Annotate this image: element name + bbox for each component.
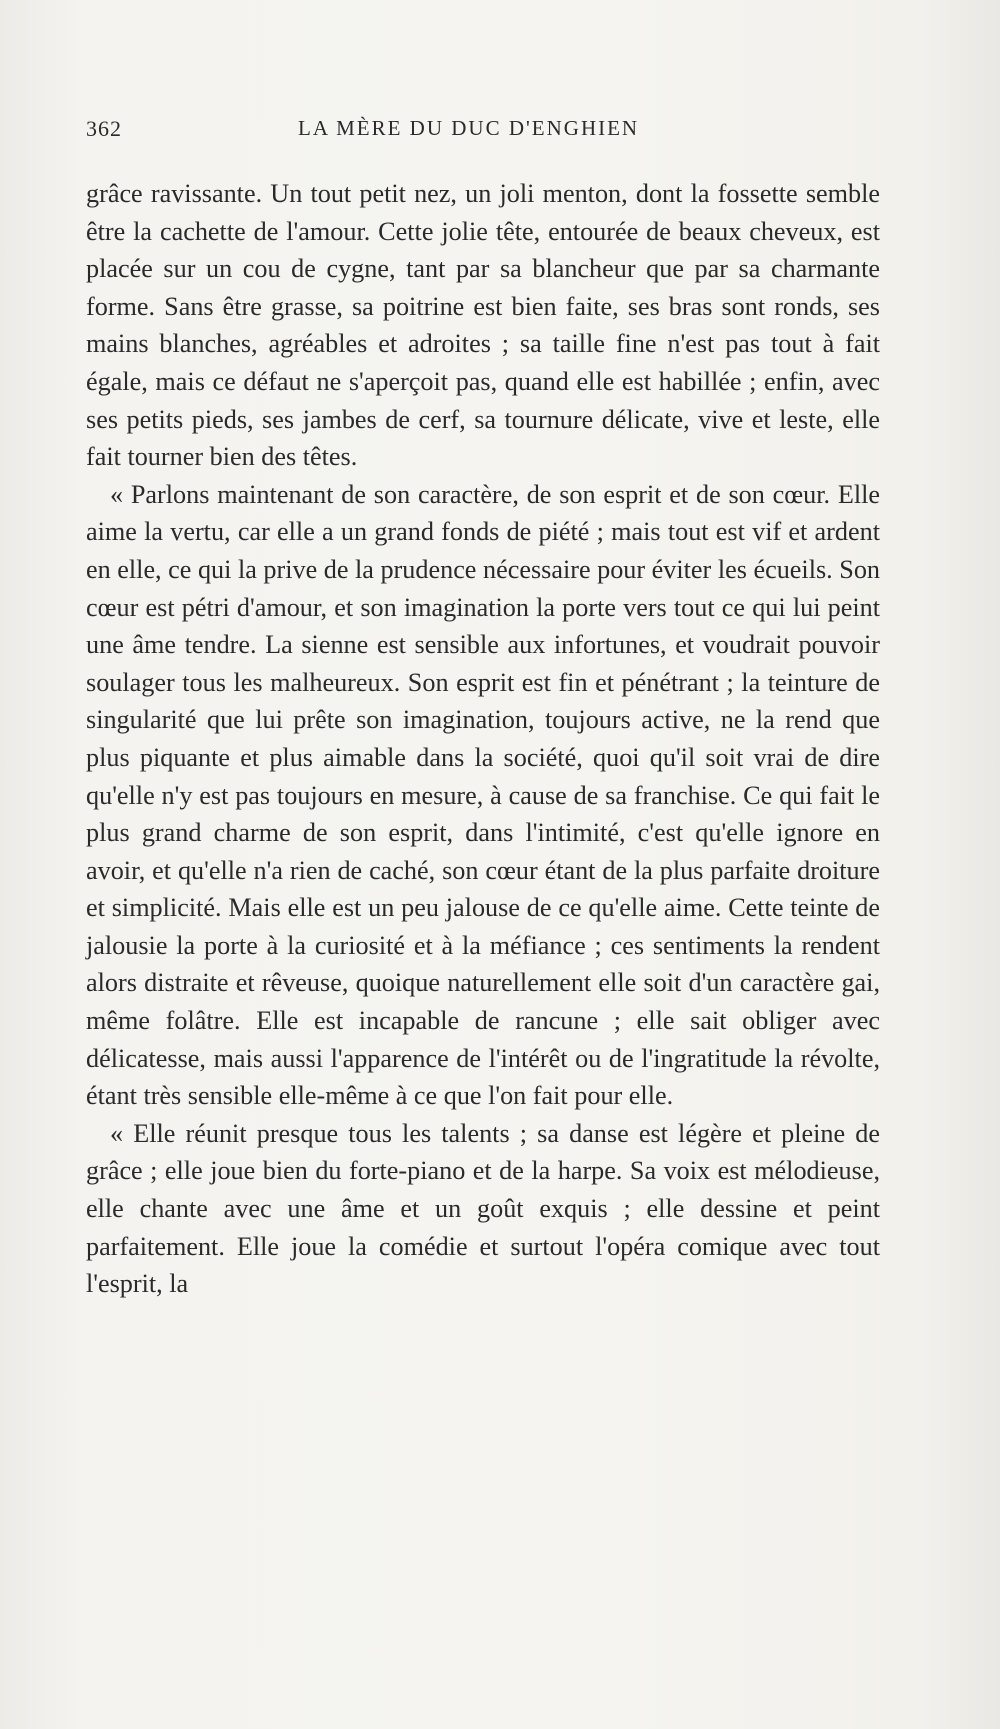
paragraph-3: « Elle réunit presque tous les talents ; sa danse est légère et pleine de grâce ; elle joue bien du forte-piano et de la harpe. Sa voix est mélodieuse, elle chante avec une âme et un goût exquis ; elle dessine et peint parfaitement. Elle joue la comédie et surtout l'opéra comique avec tout l'esprit, la [86,1118,880,1299]
body-text [86,175,880,1303]
running-title: LA MÈRE DU DUC D'ENGHIEN [298,116,640,140]
paragraph-2: « Parlons maintenant de son caractère, de son esprit et de son cœur. Elle aime la vertu, car elle a un grand fonds de piété ; mais tout est vif et ardent en elle, ce qui la prive de la prudence nécessaire pour éviter les écueils. Son cœur est pétri d'amour, et son imagination la porte vers tout ce qui lui peint une âme tendre. La sienne est sensible aux infortunes, et voudrait pouvoir soulager tous les malheureux. Son esprit est fin et pénétrant ; la teinture de singularité que lui prête son imagination, toujours active, ne la rend que plus piquante et plus aimable dans la société, quoi qu'il soit vrai de dire qu'elle n'y est pas toujours en mesure, à cause de sa franchise. Ce qui fait le plus grand charme de son esprit, dans l'intimité, c'est qu'elle ignore en avoir, et qu'elle n'a rien de caché, son cœur étant de la plus parfaite droiture et simplicité. Mais elle est un peu jalouse de ce qu'elle aime. Cette teinte de jalousie la porte à la curiosité et à la méfiance ; ces sentiments la rendent alors distraite et rêveuse, quoique naturellement elle soit d'un caractère gai, même folâtre. Elle est incapable de rancune ; elle sait obliger avec délicatesse, mais aussi l'apparence de l'intérêt ou de l'ingratitude la révolte, étant très sensible elle-même à ce que l'on fait pour elle. [86,479,881,1111]
page-number: 362 [86,116,122,141]
page-header [86,116,878,156]
paragraph-1: grâce ravissante. Un tout petit nez, un joli menton, dont la fossette semble être la cachette de l'amour. Cette jolie tête, entourée de beaux cheveux, est placée sur un cou de cygne, tant par sa blancheur que par sa charmante forme. Sans être grasse, sa poitrine est bien faite, ses bras sont ronds, ses mains blanches, agréables et adroites ; sa taille fine n'est pas tout à fait égale, mais ce défaut ne s'aperçoit pas, quand elle est habillée ; enfin, avec ses petits pieds, ses jambes de cerf, sa tournure délicate, vive et leste, elle fait tourner bien des têtes. [86,179,880,472]
